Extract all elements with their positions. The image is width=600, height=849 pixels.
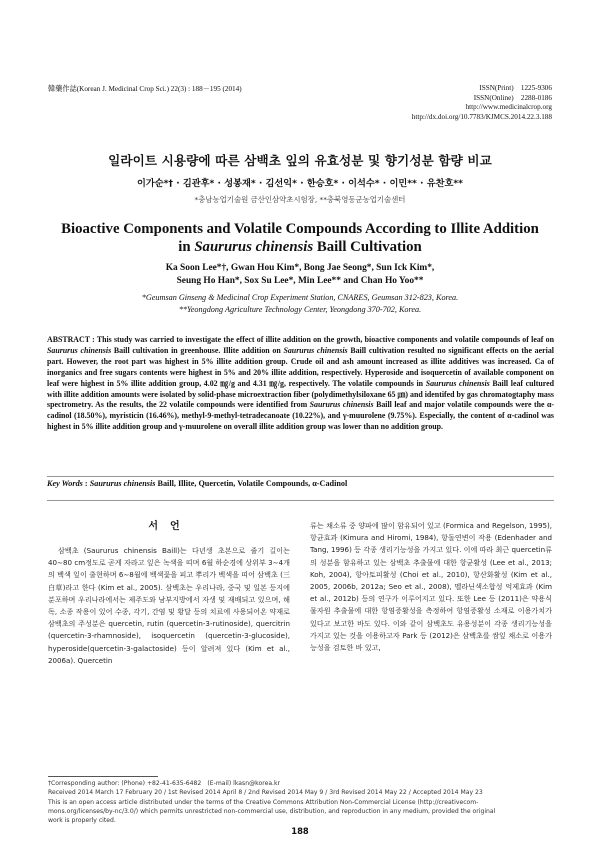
english-authors-line1: Ka Soon Lee*†, Gwan Hou Kim*, Bong Jae Seong*, Sun Ick Kim*, bbox=[165, 263, 435, 273]
title-prefix: in bbox=[178, 239, 195, 255]
body-column-right bbox=[310, 520, 552, 654]
keywords-divider bbox=[47, 476, 554, 477]
abstract-species: Saururus chinensis bbox=[425, 378, 490, 388]
keywords bbox=[47, 479, 554, 488]
corresponding-author: †Corresponding author: (Phone) +82-41-635-6482 (E-mail) lkasn@korea.kr bbox=[48, 780, 281, 787]
english-affil-line2: **Yeongdong Agriculture Technology Center, Yeongdong 370-702, Korea. bbox=[178, 304, 422, 314]
english-title bbox=[40, 220, 560, 256]
abstract-text: Baill cultivation in greenhouse. Illite addition on bbox=[111, 345, 284, 355]
section-heading: 서언 bbox=[148, 521, 192, 532]
english-title-line2 bbox=[40, 238, 560, 256]
english-authors-line2: Seung Ho Han*, Sox Su Lee*, Min Lee** and Chan Ho Yoo** bbox=[176, 276, 424, 287]
body-paragraph: 류는 채소류 중 양파에 많이 함유되어 있고 (Formica and Regelson, 1995), 항균효과 (Kimura and Hiromi, 1984), 항돌연변이 작용 (Edenhader and Tang, 1996) 등 각종 생리기능성을 가지고 있다. 이에 따라 최근 quercetin류의 성분을 함유하고 있는 삼백초 추출물에 대한 항균활성 (Lee et al., 2013; Koh, 2004), 항아토피활성 (Choi et al., 2010), 항산화활성 (Kim et al., 2005, 2006b, 2012a; Seo et al., 2008), 멜라닌색소합성 억제효과 (Kim et al., 2012b) 등의 연구가 이루어지고 있다. 또한 Lee 등 (2011)은 약용식물자원 추출물에 대한 항염증활성을 측정하여 항염증활성 소재로 이용가치가 있다고 보고한 바도 있다. 이와 같이 삼백초도 유용성분이 각종 생리기능성을 가지고 있는 것을 이용하고자 Park 등 (2012)은 삼백초를 쌈잎 채소로 이용가능성을 검토한 바 있고, bbox=[310, 521, 552, 653]
received-dates: Received 2014 March 17 February 20 / 1st Revised 2014 April 8 / 2nd Revised 2014 May 9 / 3rd Revised 2014 May 22 / Accepted 2014 May 23 bbox=[48, 789, 483, 797]
abstract-text: Baill leaf and major volatile compounds were the α-cadinol (18.50%), myristicin (16.46%), methyl-9-methyl-tetradecanoate (10.22%), and γ-muurolene (9.75%). Especially, the content of α-cadinol was highest in 5% illite addition group and γ-muurolene on overall illite addition group was lower than no addition group. bbox=[47, 400, 554, 432]
page-number: 188 bbox=[291, 826, 309, 836]
footnote-divider bbox=[48, 776, 158, 777]
korean-title: 일라이트 시용량에 따른 삼백초 잎의 유효성분 및 향기성분 함량 비교 bbox=[108, 153, 492, 168]
abstract-species: Saururus chinensis bbox=[283, 345, 348, 355]
english-affiliation bbox=[30, 292, 570, 315]
keywords-label: Key Words bbox=[47, 479, 83, 488]
title-species: Saururus chinensis bbox=[194, 239, 314, 255]
license-line: mons.org/licenses/by-nc/3.0/) which permits unrestricted non-commercial use, distribution, and reproduction in any medium, provided the original bbox=[48, 807, 496, 815]
abstract bbox=[47, 335, 554, 433]
abstract-label: ABSTRACT : bbox=[47, 335, 97, 344]
body-paragraph: 삼백초 (Saururus chinensis Baill)는 다년생 초본으로 줄기 길이는 40∼80 cm정도로 곧게 자라고 잎은 녹색을 띠며 6월 하순경에 상위부 3∼4개의 백색 잎이 출현하며 6∼8월에 백색꽃을 피고 뿌리가 백색을 띠어 삼백초 (三白草)라고 한다 (Kim et al., 2005). 삼백초는 우리나라, 중국 및 일본 등지에 분포하며 우리나라에서는 제주도와 남부지방에서 자생 및 재배되고 있으며, 해독, 소종 작용이 있어 수종, 각기, 간염 및 황달 등의 치료에 사용되어온 약재로 삼백초의 주성분은 quercetin, rutin (quercetin-3-rutinoside), quercitrin (quercetin-3-rhamnoside), isoquercetin (quercetin-3-glucoside), hyperoside(quercetin-3-galactoside) 등이 알려져 있다 (Kim et al., 2006a). Quercetin bbox=[48, 546, 290, 665]
keywords-species: Saururus chinensis bbox=[89, 479, 156, 488]
issn-online: ISSN(Online) 2288-0186 bbox=[473, 93, 552, 102]
title-suffix: Baill Cultivation bbox=[313, 239, 422, 255]
korean-affiliation: *충남농업기술원 금산인삼약초시험장, **충북영동군농업기술센터 bbox=[194, 195, 406, 204]
journal-url[interactable]: http://www.medicinalcrop.org bbox=[465, 103, 552, 112]
english-authors bbox=[40, 262, 560, 289]
abstract-text: Baill cultivation resulted no significant effects on the aerial part. However, the root part was highest in 5% illite addition group. Crude oil and ash amount increased as illite additives was increased. Ca of inorganics and free sugars contents were highest in 5% and 20% illite addition, respectively. Hyperoside and isoquercetin of available component on leaf were highest in 5% illite addition group, 4.02 ㎎/g and 4.31 ㎎/g, respectively. The volatile compounds in bbox=[47, 345, 554, 388]
footnotes bbox=[48, 779, 558, 825]
license-line: work is properly cited. bbox=[48, 817, 116, 825]
keywords-separator: : bbox=[82, 479, 90, 488]
abstract-species: Saururus chinensis bbox=[47, 345, 112, 355]
english-title-line1: Bioactive Components and Volatile Compounds According to Illite Addition bbox=[61, 221, 539, 237]
english-affil-line1: *Geumsan Ginseng & Medicinal Crop Experiment Station, CNARES, Geumsan 312-823, Korea. bbox=[141, 293, 459, 302]
issn-block bbox=[412, 84, 552, 122]
abstract-text: Baill leaf cultured with illite addition amounts were isolated by solid-phase microextraction fiber (polydimethylsiloxane 65 ㎛) and identifed by gas chromatogtaphy mass spectrometry. As the results, the 22 volatile compounds were identified from bbox=[47, 378, 554, 410]
keywords-list: Baill, Illite, Quercetin, Volatile Compounds, α-Cadinol bbox=[155, 479, 348, 488]
abstract-text: This study was carried to investigate the effect of illite addition on the growth, bioactive components and volatile compounds of leaf on bbox=[96, 335, 554, 344]
journal-citation: 韓藥作誌(Korean J. Medicinal Crop Sci.) 22(3) : 188－195 (2014) bbox=[48, 85, 242, 93]
abstract-species: Saururus chinensis bbox=[309, 400, 374, 410]
korean-authors: 이가순*† · 김관후* · 성봉재* · 김선익* · 한승호* · 이석수* · 이민** · 유찬호** bbox=[137, 178, 463, 189]
body-column-left bbox=[48, 545, 290, 667]
abstract-divider bbox=[47, 500, 554, 501]
license-line: This is an open access article distributed under the terms of the Creative Commons Attribution Non-Commercial License (http://creativecom- bbox=[48, 798, 479, 806]
doi-link[interactable]: http://dx.doi.org/10.7783/KJMCS.2014.22.3.188 bbox=[411, 112, 552, 121]
issn-print: ISSN(Print) 1225-9306 bbox=[479, 84, 552, 92]
